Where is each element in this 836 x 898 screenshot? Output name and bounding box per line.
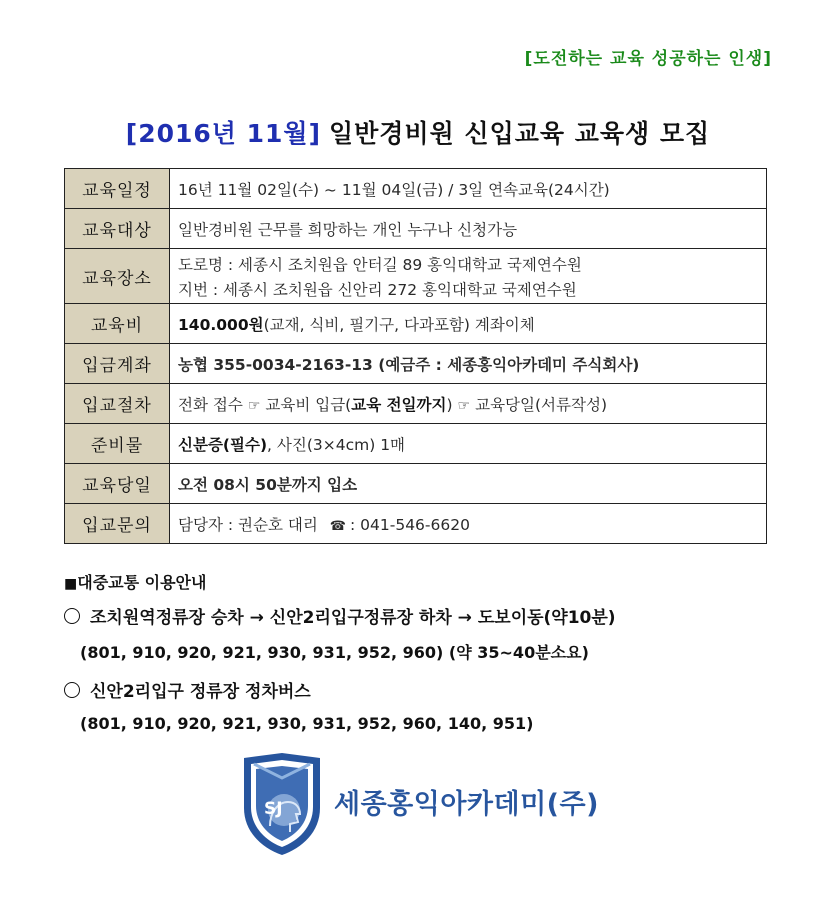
table-row	[65, 304, 767, 344]
table-row	[65, 344, 767, 384]
table-row	[65, 384, 767, 424]
inquiry-label: 입교문의	[65, 504, 170, 544]
title-date: [2016년 11월]	[125, 119, 321, 148]
table-row	[65, 169, 767, 209]
route-2	[64, 677, 784, 702]
prepare-label: 준비물	[65, 424, 170, 464]
shield-emblem-icon	[240, 752, 324, 856]
fee-value	[170, 304, 767, 344]
route-2-buses: (801, 910, 920, 921, 930, 931, 952, 960, 140, 951)	[80, 714, 534, 733]
table-row	[65, 249, 767, 304]
company-logo	[240, 752, 620, 857]
prepare-photo: , 사진(3×4cm) 1매	[267, 435, 406, 454]
fee-amount: 140.000원	[178, 315, 264, 334]
account-value: 농협 355-0034-2163-13 (예금주 : 세종홍익아카데미 주식회사)	[170, 344, 767, 384]
arrival-label: 교육당일	[65, 464, 170, 504]
info-table	[64, 168, 767, 544]
circle-bullet-icon	[64, 608, 80, 624]
arrival-value: 오전 08시 50분까지 입소	[170, 464, 767, 504]
route-1	[64, 603, 784, 628]
target-value: 일반경비원 근무를 희망하는 개인 누구나 신청가능	[170, 209, 767, 249]
fee-label: 교육비	[65, 304, 170, 344]
procedure-step-day: 교육당일(서류작성)	[475, 395, 607, 414]
logo-monogram: SJ	[264, 799, 283, 819]
prepare-id-card: 신분증(필수)	[178, 435, 268, 454]
pointing-hand-icon: ☞	[457, 397, 471, 414]
place-value	[170, 249, 767, 304]
schedule-value: 16년 11월 02일(수) ~ 11월 04일(금) / 3일 연속교육(24시간)	[170, 169, 767, 209]
place-label: 교육장소	[65, 249, 170, 304]
procedure-step-call: 전화 접수	[178, 395, 243, 414]
slogan: [도전하는 교육 성공하는 인생]	[524, 49, 772, 69]
account-label: 입금계좌	[65, 344, 170, 384]
inquiry-person: 담당자 : 권순호 대리	[178, 515, 318, 534]
square-bullet-icon: ■	[64, 576, 78, 592]
table-row	[65, 504, 767, 544]
title-main: 일반경비원 신입교육 교육생 모집	[329, 119, 711, 148]
transit-header	[64, 570, 784, 593]
fee-details: (교재, 식비, 필기구, 다과포함) 계좌이체	[263, 315, 535, 334]
table-row	[65, 464, 767, 504]
procedure-label: 입교절차	[65, 384, 170, 424]
circle-bullet-icon	[64, 682, 80, 698]
page-title	[0, 114, 836, 150]
phone-icon: ☎	[329, 518, 346, 534]
inquiry-value	[170, 504, 767, 544]
prepare-value	[170, 424, 767, 464]
route-1-text: 조치원역정류장 승차 → 신안2리입구정류장 하차 → 도보이동(약10분)	[90, 608, 616, 628]
procedure-paren: )	[446, 395, 453, 414]
pointing-hand-icon: ☞	[247, 397, 261, 414]
table-row	[65, 424, 767, 464]
place-road-address: 도로명 : 세종시 조치원읍 안터길 89 홍익대학교 국제연수원	[178, 255, 582, 274]
inquiry-phone: : 041-546-6620	[350, 515, 470, 534]
procedure-deadline: 교육 전일까지	[351, 395, 447, 414]
procedure-step-pay: 교육비 입금(	[265, 395, 352, 414]
target-label: 교육대상	[65, 209, 170, 249]
route-2-text: 신안2리입구 정류장 정차버스	[90, 682, 311, 702]
transit-header-text: 대중교통 이용안내	[77, 573, 207, 592]
table-row	[65, 209, 767, 249]
transit-section	[64, 570, 784, 747]
schedule-label: 교육일정	[65, 169, 170, 209]
company-name: 세종홍익아카데미(주)	[334, 789, 599, 820]
procedure-value	[170, 384, 767, 424]
place-lot-address: 지번 : 세종시 조치원읍 신안리 272 홍익대학교 국제연수원	[178, 280, 577, 299]
route-1-buses: (801, 910, 920, 921, 930, 931, 952, 960) (약 35~40분소요)	[80, 643, 589, 662]
